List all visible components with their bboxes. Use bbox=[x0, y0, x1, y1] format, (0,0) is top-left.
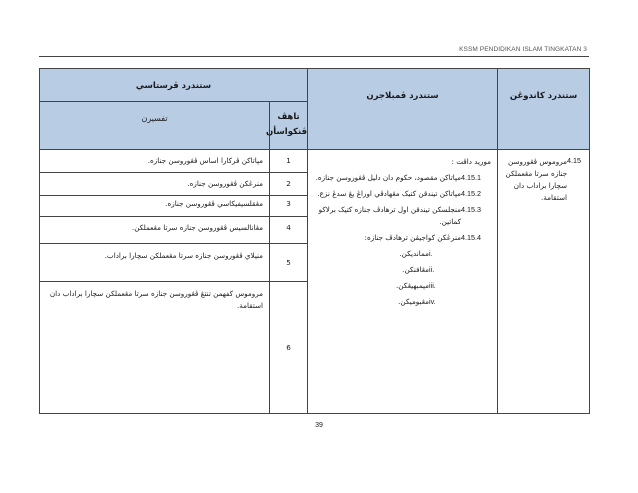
document-header: KSSM PENDIDIKAN ISLAM TINGKATAN 3 bbox=[459, 46, 587, 53]
sub-item-mark: ii. bbox=[429, 265, 435, 275]
description-cell-2: منرڠکن ڤڠوروسن جنازه. bbox=[40, 173, 270, 196]
learning-text: مپاتاکن تيندقن کتيک مڠهادڤي اوراڠ يڠ سدڠ نزع. bbox=[317, 189, 462, 199]
level-cell-3: 3 bbox=[270, 196, 308, 217]
content-standard-code: 4.15 bbox=[567, 156, 582, 165]
learning-item-4-15-3 bbox=[312, 204, 491, 226]
description-cell-3: مڠقلسيفيکاسي ڤڠوروسن جنازه. bbox=[40, 196, 270, 217]
level-cell-1: 1 bbox=[270, 150, 308, 173]
learning-intro: موريد داڤت : bbox=[451, 157, 492, 166]
curriculum-table bbox=[39, 68, 590, 414]
content-standard-cell bbox=[498, 150, 590, 414]
learning-item-4-15-2 bbox=[312, 188, 491, 199]
learning-sub-item-ii bbox=[312, 264, 491, 275]
sub-item-text: مپمبهيڠکن. bbox=[395, 281, 430, 291]
learning-standard-header-label: ستندرد ڤمبلاجرن bbox=[366, 91, 439, 101]
description-header-label: تفسيرن bbox=[141, 114, 168, 123]
description-cell-6: مروموس کفهمن تنتڠ ڤڠوروسن جنازه سرتا مڠعملکن سچارا براداب دان استقامة. bbox=[40, 282, 270, 414]
sub-item-mark: i. bbox=[429, 248, 433, 258]
learning-text: منجلسکن تيندقن اول ترهادڤ جنازه کتيک برلاکو کماتين. bbox=[318, 205, 462, 226]
description-cell-5: منيلاي ڤڠوروسن جنازه سرتا مڠعملکن سچارا براداب. bbox=[40, 244, 270, 282]
learning-item-4-15-4 bbox=[312, 232, 491, 243]
learning-standard-cell bbox=[308, 150, 498, 414]
learning-sub-item-i bbox=[312, 248, 491, 259]
learning-text: مپاتاکن مقصود، حکوم دان دليل ڤڠوروسن جنازه. bbox=[315, 173, 462, 183]
performance-standard-header-label: ستندرد ڤرستاسي bbox=[135, 81, 212, 91]
sub-item-mark: iii. bbox=[429, 281, 436, 291]
sub-item-text: مڠبوميکن. bbox=[398, 297, 430, 307]
level-header bbox=[265, 102, 308, 150]
sub-item-mark: iv. bbox=[429, 297, 436, 307]
learning-item-4-15-1 bbox=[312, 172, 491, 183]
description-cell-4: مڠانالسيس ڤڠوروسن جنازه سرتا مڠعملکن. bbox=[40, 217, 270, 244]
level-cell-5: 5 bbox=[270, 244, 308, 282]
learning-sub-item-iv bbox=[312, 296, 491, 307]
performance-standard-header bbox=[40, 69, 308, 102]
learning-code: 4.15.1 bbox=[461, 173, 481, 183]
learning-code: 4.15.4 bbox=[461, 232, 481, 242]
level-cell-4: 4 bbox=[270, 217, 308, 244]
content-standard-header bbox=[498, 69, 590, 150]
page-number: 39 bbox=[315, 422, 323, 429]
content-standard-header-label: ستندرد کاندوڠن bbox=[509, 91, 578, 101]
header-rule bbox=[39, 56, 589, 57]
description-header bbox=[40, 102, 270, 150]
learning-sub-item-iii bbox=[312, 280, 491, 291]
level-cell-2: 2 bbox=[270, 173, 308, 196]
level-cell-6: 6 bbox=[270, 282, 308, 414]
sub-item-text: ممانديکن. bbox=[399, 248, 430, 258]
content-standard-text: مروموس ڤڠوروسن جنازه سرتا مڠعملکن سچارا براداب دان استقامة. bbox=[505, 157, 568, 202]
description-cell-1: مپاتاکن ڤرکارا اساس ڤڠوروسن جنازه. bbox=[40, 150, 270, 173]
learning-code: 4.15.2 bbox=[461, 189, 481, 199]
level-header-label: تاهڤ ڤنکواسأن bbox=[265, 112, 308, 138]
learning-code: 4.15.3 bbox=[461, 205, 481, 215]
learning-text: منرڠکن کواجيڤن ترهادڤ جنازه: bbox=[364, 232, 462, 242]
learning-standard-header bbox=[308, 69, 498, 150]
sub-item-text: مڠافنکن. bbox=[402, 265, 430, 275]
